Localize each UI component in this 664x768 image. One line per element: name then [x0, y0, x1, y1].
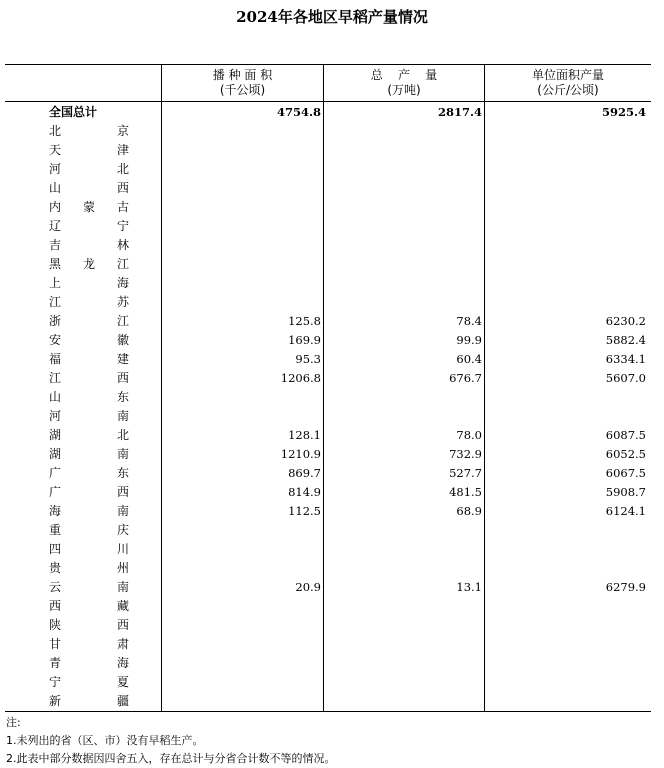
table-row [5, 464, 651, 483]
sown-area-value: 169.9 [288, 333, 321, 347]
yield-value: 5882.4 [605, 333, 646, 347]
table-row-total [5, 103, 651, 122]
table-row [5, 597, 651, 616]
total-output-value: 68.9 [456, 504, 482, 518]
table-row [5, 445, 651, 464]
table-row [5, 255, 651, 274]
table-row [5, 141, 651, 160]
region-name: 浙江 [49, 314, 129, 328]
table-row [5, 160, 651, 179]
notes-heading: 注: [6, 716, 21, 729]
total-output-value: 99.9 [456, 333, 482, 347]
table-row [5, 350, 651, 369]
page-title: 2024年各地区早稻产量情况 [236, 8, 428, 26]
table-row [5, 502, 651, 521]
total-output-value: 2817.4 [437, 105, 482, 119]
header-total-output-label: 总 产 量 [370, 68, 438, 82]
total-output-value: 78.0 [456, 428, 482, 442]
sown-area-value: 869.7 [288, 466, 321, 480]
region-name: 江西 [49, 371, 129, 385]
region-name: 湖南 [49, 447, 129, 461]
header-yield-unit: (公斤/公顷) [537, 83, 599, 97]
region-name: 全国总计 [49, 105, 98, 119]
table-row [5, 331, 651, 350]
region-name: 广东 [49, 466, 129, 480]
table-row [5, 388, 651, 407]
region-name: 河北 [49, 162, 129, 176]
region-name: 青海 [49, 656, 129, 670]
region-name: 山东 [49, 390, 129, 404]
table-row [5, 179, 651, 198]
table-row [5, 198, 651, 217]
region-name: 江苏 [49, 295, 129, 309]
table-row [5, 559, 651, 578]
table-row [5, 692, 651, 711]
table-bottom-rule [5, 711, 651, 712]
header-total-output-unit: (万吨) [387, 83, 421, 97]
header-sown-area [162, 68, 323, 98]
region-name: 上海 [49, 276, 129, 290]
yield-value: 6230.2 [605, 314, 646, 328]
table-row [5, 635, 651, 654]
region-name: 吉林 [49, 238, 129, 252]
sown-area-value: 112.5 [288, 504, 321, 518]
yield-value: 6279.9 [605, 580, 646, 594]
region-name: 四川 [49, 542, 129, 556]
sown-area-value: 1210.9 [280, 447, 321, 461]
table-row [5, 616, 651, 635]
table-row [5, 122, 651, 141]
yield-value: 5908.7 [605, 485, 646, 499]
table-row [5, 654, 651, 673]
table-row [5, 217, 651, 236]
yield-value: 5925.4 [601, 105, 646, 119]
table-row [5, 426, 651, 445]
table-row [5, 369, 651, 388]
header-total-output [324, 68, 484, 98]
table-row [5, 521, 651, 540]
table-notes [6, 714, 336, 768]
sown-area-value: 4754.8 [276, 105, 321, 119]
yield-value: 6052.5 [605, 447, 646, 461]
region-name: 西藏 [49, 599, 129, 613]
table-row [5, 236, 651, 255]
sown-area-value: 95.3 [295, 352, 321, 366]
table-top-rule [5, 64, 651, 65]
region-name: 辽宁 [49, 219, 129, 233]
table-row [5, 312, 651, 331]
total-output-value: 60.4 [456, 352, 482, 366]
region-name: 北京 [49, 124, 129, 138]
region-name: 黑龙江 [49, 257, 129, 271]
region-name: 重庆 [49, 523, 129, 537]
header-sown-area-unit: (千公顷) [219, 83, 266, 97]
header-sown-area-label: 播 种 面 积 [212, 68, 273, 82]
region-name: 福建 [49, 352, 129, 366]
yield-value: 6124.1 [605, 504, 646, 518]
region-name: 甘肃 [49, 637, 129, 651]
region-name: 河南 [49, 409, 129, 423]
note-2: 2.此表中部分数据因四舍五入，存在总计与分省合计数不等的情况。 [6, 752, 336, 765]
total-output-value: 732.9 [449, 447, 482, 461]
region-name: 广西 [49, 485, 129, 499]
total-output-value: 78.4 [456, 314, 482, 328]
region-name: 海南 [49, 504, 129, 518]
yield-value: 6087.5 [605, 428, 646, 442]
region-name: 山西 [49, 181, 129, 195]
region-name: 贵州 [49, 561, 129, 575]
region-name: 湖北 [49, 428, 129, 442]
table-row [5, 274, 651, 293]
sown-area-value: 20.9 [295, 580, 321, 594]
total-output-value: 13.1 [456, 580, 482, 594]
note-1: 1.未列出的省（区、市）没有早稻生产。 [6, 734, 204, 747]
region-name: 天津 [49, 143, 129, 157]
region-name: 陕西 [49, 618, 129, 632]
total-output-value: 527.7 [449, 466, 482, 480]
yield-value: 6067.5 [605, 466, 646, 480]
region-name: 安徽 [49, 333, 129, 347]
table-row [5, 540, 651, 559]
table-row [5, 673, 651, 692]
header-yield [485, 68, 651, 98]
region-name: 云南 [49, 580, 129, 594]
table-row [5, 483, 651, 502]
sown-area-value: 128.1 [288, 428, 321, 442]
region-name: 内蒙古 [49, 200, 129, 214]
header-yield-label: 单位面积产量 [531, 68, 604, 82]
sown-area-value: 125.8 [288, 314, 321, 328]
table-row [5, 293, 651, 312]
yield-value: 5607.0 [605, 371, 646, 385]
yield-value: 6334.1 [605, 352, 646, 366]
table-header-rule [5, 101, 651, 102]
table-row [5, 407, 651, 426]
total-output-value: 676.7 [449, 371, 482, 385]
total-output-value: 481.5 [449, 485, 482, 499]
sown-area-value: 814.9 [288, 485, 321, 499]
region-name: 宁夏 [49, 675, 129, 689]
table-row [5, 578, 651, 597]
sown-area-value: 1206.8 [280, 371, 321, 385]
region-name: 新疆 [49, 694, 129, 708]
